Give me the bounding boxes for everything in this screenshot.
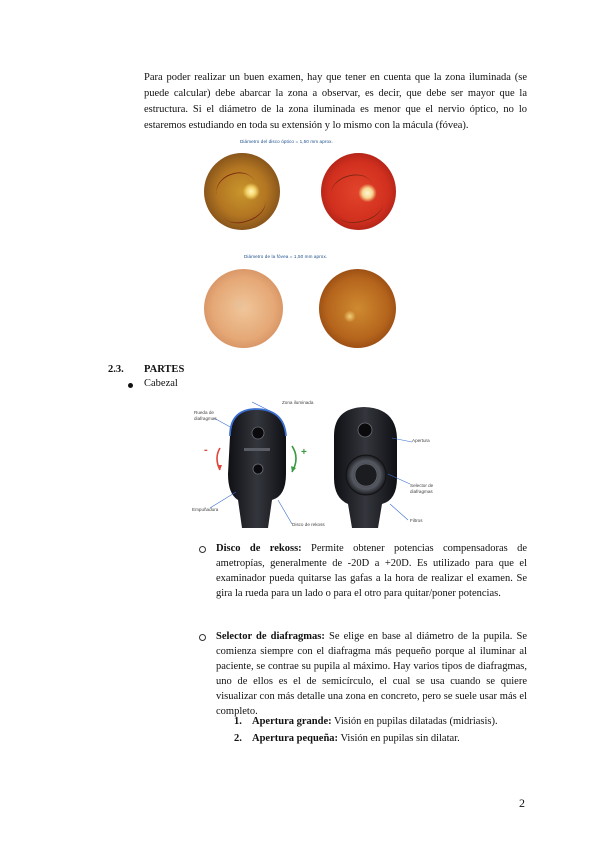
bullet-cabezal: Cabezal (144, 378, 178, 389)
label-rueda-1: Rueda de (194, 410, 214, 415)
sub-item-number: 2. (234, 733, 242, 744)
sub-item-text: Visión en pupilas sin dilatar. (338, 733, 460, 744)
label-zona-iluminada: Zona iluminada (282, 400, 314, 405)
sub-item-text: Visión en pupilas dilatadas (midriasis). (331, 716, 498, 727)
paragraph-selector-diafragmas (216, 629, 527, 719)
ophthalmoscope-illustration (192, 396, 427, 530)
plus-sign: + (301, 447, 307, 458)
paragraph-disco-rekoss (216, 541, 527, 601)
fundus-image-fovea-1 (204, 269, 283, 348)
label-selector-1: Selector de (410, 483, 434, 488)
fundus-image-fovea-2 (319, 269, 396, 348)
sub-item-term: Apertura pequeña: (252, 733, 339, 744)
minus-sign: - (204, 444, 208, 456)
sub-item-number: 1. (234, 716, 242, 727)
section-number: 2.3. (108, 364, 124, 375)
term-selector-diafragmas: Selector de diafragmas: (216, 631, 325, 642)
sub-item-term: Apertura grande: (252, 716, 332, 727)
sub-item-apertura-grande (234, 714, 498, 729)
sub-item-apertura-pequena (234, 731, 460, 746)
label-empunadura: Empuñadura (192, 507, 219, 512)
intro-paragraph: Para poder realizar un buen examen, hay que tener en cuenta que la zona iluminada (se puede calcular) debe abarcar la zona a observar, es decir, que debe ser mayor que la estructura. Si el diámetro de la zona iluminada es menor que el nervio óptico, no lo estaremos estudiando en toda su extensión y lo mismo con la mácula (fóvea). (144, 72, 527, 131)
label-apertura: Apertura (412, 438, 430, 443)
fovea-caption: Diámetro de la fóvea = 1,50 mm aprox. (244, 254, 328, 259)
label-selector-2: diafragmas (410, 489, 433, 494)
fundus-image-optic-disc-2 (321, 153, 396, 230)
fundus-image-optic-disc-1 (204, 153, 280, 230)
label-rueda-2: diafragmas (194, 416, 217, 421)
label-disco-rekoss: Disco de rekoss (292, 522, 325, 527)
text-selector-diafragmas: Se elige en base al diámetro de la pupila. Se comienza siempre con el diafragma más pequeño porque al iluminar al paciente, se contrae su pupila al máximo. Hay varios tipos de diafragmas, uno de ellos es el de semicírculo, el cual se usa cuando se quiere visualizar con más detalle una zona en concreto, pero se suele usar más el completo. (216, 631, 528, 717)
term-disco-rekoss: Disco de rekoss: (216, 543, 302, 554)
ophthalmoscope-figure (192, 396, 434, 530)
optic-disc-caption: Diámetro del disco óptico = 1,50 mm aprox. (240, 139, 333, 144)
page-number: 2 (519, 796, 525, 810)
bullet-dot-icon (128, 383, 133, 388)
circle-bullet-icon (199, 634, 206, 641)
section-title: PARTES (144, 364, 185, 375)
label-filtros: Filtros (410, 518, 423, 523)
text-disco-rekoss: Permite obtener potencias compensadoras de ametropías, generalmente de -20D a +20D. Es utilizado para que el examinador pueda quitarse las gafas a la hora de realizar el examen. Se gira la rueda para un lado o para el otro para quitar/poner potencias. (216, 543, 527, 599)
circle-bullet-icon (199, 546, 206, 553)
